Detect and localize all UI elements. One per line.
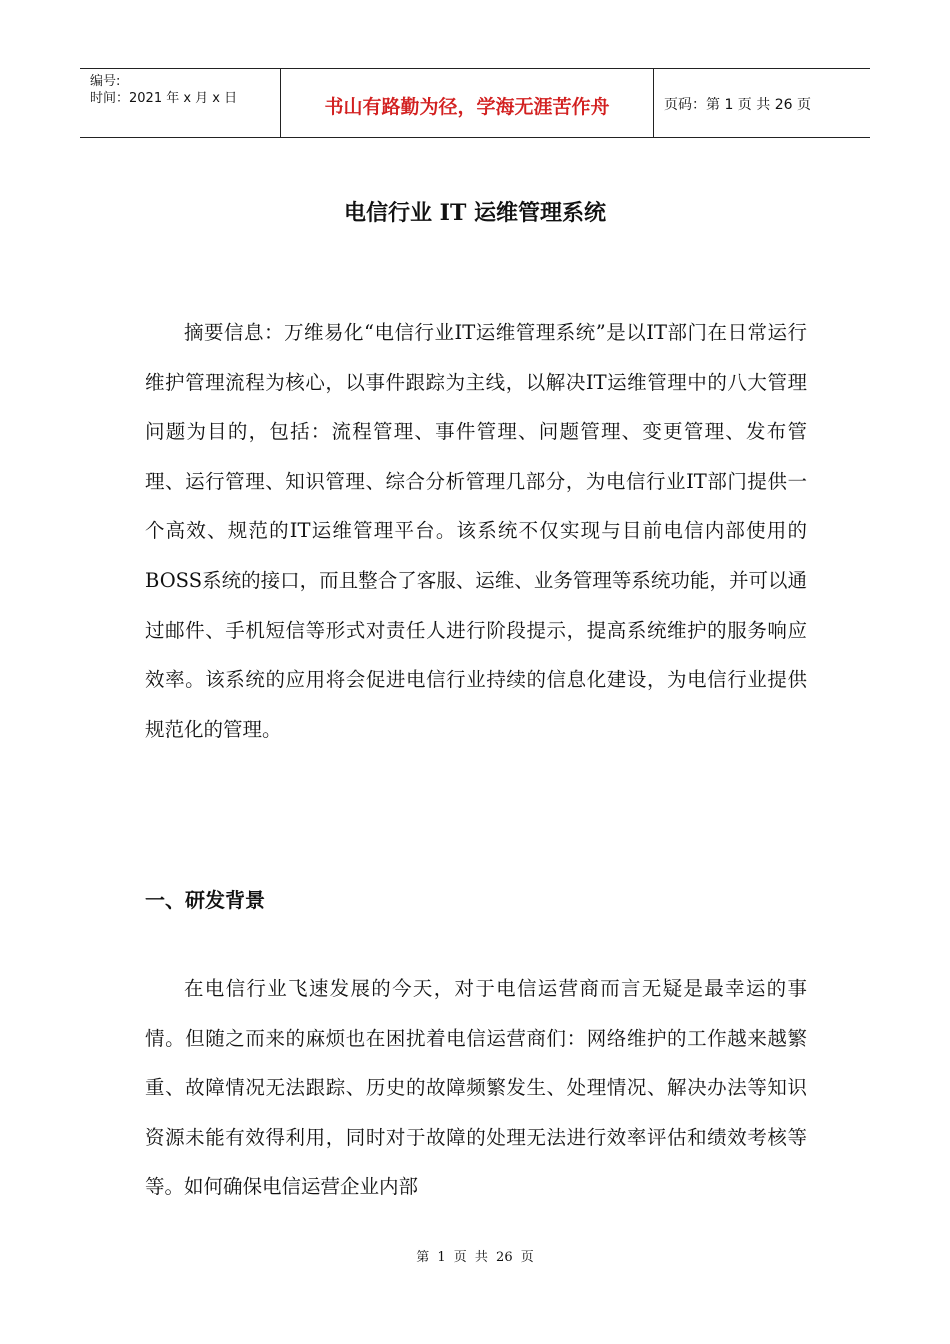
header-motto: 书山有路勤为径，学海无涯苦作舟 xyxy=(281,69,654,137)
section-heading-background: 一、研发背景 xyxy=(145,888,265,912)
abstract-paragraph: 摘要信息：万维易化“电信行业IT运维管理系统”是以IT部门在日常运行维护管理流程为核心，以事件跟踪为主线，以解决IT运维管理中的八大管理问题为目的，包括：流程管理、事件管理、问题管理、变更管理、发布管理、运行管理、知识管理、综合分析管理几部分，为电信行业IT部门提供一个高效、规范的IT运维管理平台。该系统不仅实现与目前电信内部使用的BOSS系统的接口，而且整合了客服、运维、业务管理等系统功能，并可以通过邮件、手机短信等形式对责任人进行阶段提示，提高系统维护的服务响应效率。该系统的应用将会促进电信行业持续的信息化建设，为电信行业提供规范化的管理。 xyxy=(145,321,807,741)
header-page-code: 页码：第 1 页 共 26 页 xyxy=(664,97,811,113)
document-header xyxy=(80,68,870,138)
document-number-label: 编号: xyxy=(90,74,121,89)
document-date: 时间：2021 年 x 月 x 日 xyxy=(90,91,238,106)
background-paragraph: 在电信行业飞速发展的今天，对于电信运营商而言无疑是最幸运的事情。但随之而来的麻烦也在困扰着电信运营商们：网络维护的工作越来越繁重、故障情况无法跟踪、历史的故障频繁发生、处理情况、解决办法等知识资源未能有效得利用，同时对于故障的处理无法进行效率评估和绩效考核等等。如何确保电信运营企业内部 xyxy=(145,977,807,1199)
header-meta-cell xyxy=(80,69,281,137)
page-footer: 第 1 页 共 26 页 xyxy=(416,1250,534,1265)
document-title: 电信行业 IT 运维管理系统 xyxy=(344,200,606,226)
